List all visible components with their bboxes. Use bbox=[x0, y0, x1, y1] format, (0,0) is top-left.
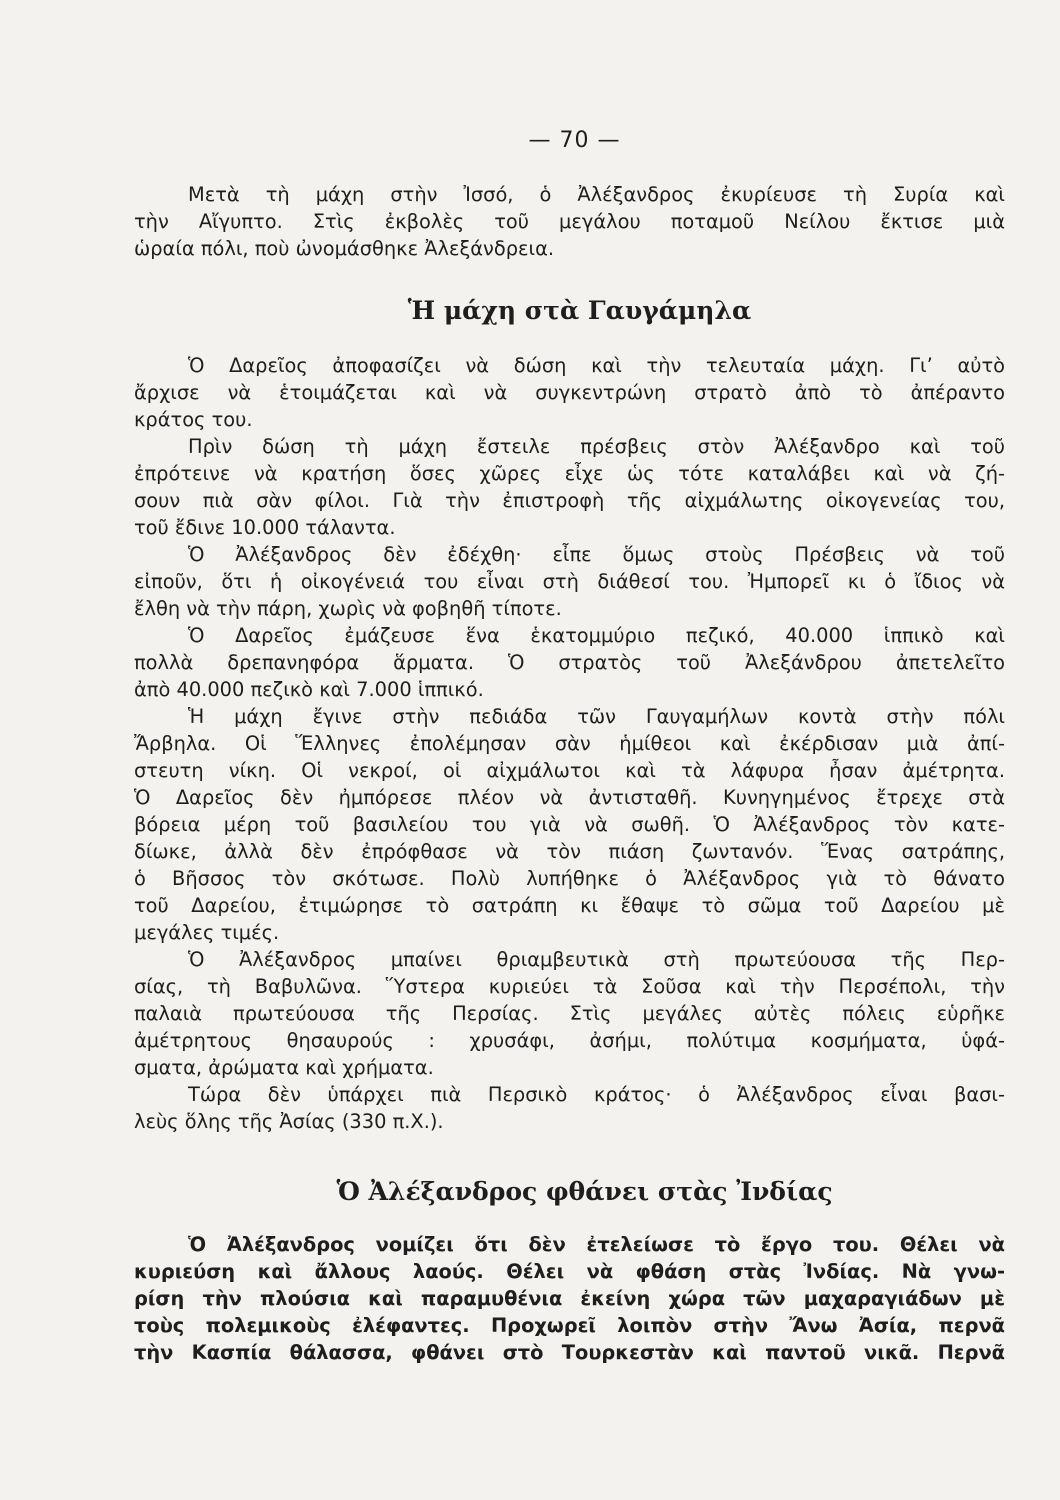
text-line: Ὁ Δαρεῖος ἐμάζευσε ἕνα ἑκατομμύριο πεζικό, 40.000 ἱππικὸ καὶ bbox=[188, 624, 1005, 647]
text-line: τὴν Κασπία θάλασσα, φθάνει στὸ Τουρκεστὰν καὶ παντοῦ νικᾶ. Περνᾶ bbox=[134, 1341, 1005, 1364]
section-heading-gaugamela: Ἡ μάχη στὰ Γαυγάμηλα bbox=[407, 296, 752, 325]
text-line: Ὁ Ἀλέξανδρος μπαίνει θριαμβευτικὰ στὴ πρωτεύουσα τῆς Περ- bbox=[188, 948, 1005, 971]
text-line: εἰποῦν, ὅτι ἡ οἰκογένειά του εἶναι στὴ διάθεσί του. Ἠμπορεῖ κι ὁ ἴδιος νὰ bbox=[134, 570, 1005, 593]
paragraph bbox=[134, 622, 1005, 703]
paragraph bbox=[134, 541, 1005, 622]
text-line: ρίση τὴν πλούσια καὶ παραμυθένια ἐκείνη χώρα τῶν μαχαραγιάδων μὲ bbox=[134, 1287, 1005, 1310]
text-line: μεγάλες τιμές. bbox=[134, 921, 280, 944]
text-line: παλαιὰ πρωτεύουσα τῆς Περσίας. Στὶς μεγάλες αὐτὲς πόλεις εὑρῆκε bbox=[134, 1002, 1005, 1025]
page-number: — 70 — bbox=[528, 128, 621, 153]
text-line: Ἡ μάχη ἔγινε στὴν πεδιάδα τῶν Γαυγαμήλων κοντὰ στὴν πόλι bbox=[188, 705, 1005, 728]
text-line: σουν πιὰ σὰν φίλοι. Γιὰ τὴν ἐπιστροφὴ τῆς αἰχμάλωτης οἰκογενείας του, bbox=[134, 489, 1005, 512]
text-line: κράτος του. bbox=[134, 408, 253, 431]
text-line: Ἄρβηλα. Οἱ Ἕλληνες ἐπολέμησαν σὰν ἡμίθεοι καὶ ἐκέρδισαν μιὰ ἀπί- bbox=[134, 732, 1005, 755]
text-line: ἀπὸ 40.000 πεζικὸ καὶ 7.000 ἱππικό. bbox=[134, 678, 484, 701]
paragraph bbox=[134, 1231, 1005, 1366]
text-line: σματα, ἀρώματα καὶ χρήματα. bbox=[134, 1056, 434, 1079]
text-line: λεὺς ὅλης τῆς Ἀσίας (330 π.Χ.). bbox=[134, 1110, 444, 1133]
text-line: πολλὰ δρεπανηφόρα ἅρματα. Ὁ στρατὸς τοῦ Ἀλεξάνδρου ἀπετελεῖτο bbox=[134, 651, 1005, 674]
text-line: ἀμέτρητους θησαυρούς : χρυσάφι, ἀσήμι, πολύτιμα κοσμήματα, ὑφά- bbox=[134, 1029, 1005, 1052]
section-gaugamela bbox=[134, 352, 1005, 1135]
text-line: βόρεια μέρη τοῦ βασιλείου του γιὰ νὰ σωθῆ. Ὁ Ἀλέξανδρος τὸν κατε- bbox=[134, 813, 1005, 836]
text-line: τὴν Αἴγυπτο. Στὶς ἐκβολὲς τοῦ μεγάλου ποταμοῦ Νείλου ἔκτισε μιὰ bbox=[134, 210, 1005, 233]
section-india bbox=[134, 1231, 1005, 1366]
paragraph bbox=[134, 1081, 1005, 1135]
text-line: Ὁ Ἀλέξανδρος νομίζει ὅτι δὲν ἐτελείωσε τὸ ἔργο του. Θέλει νὰ bbox=[188, 1233, 1005, 1256]
text-line: τοὺς πολεμικοὺς ἐλέφαντες. Προχωρεῖ λοιπὸν στὴν Ἄνω Ἀσία, περνᾶ bbox=[134, 1314, 1005, 1337]
section-intro bbox=[134, 181, 1005, 262]
section-heading-india: Ὁ Ἀλέξανδρος φθάνει στὰς Ἰνδίας bbox=[336, 1177, 833, 1206]
paragraph bbox=[134, 784, 1005, 946]
text-line: στευτη νίκη. Οἱ νεκροί, οἱ αἰχμάλωτοι καὶ τὰ λάφυρα ἦσαν ἀμέτρητα. bbox=[134, 759, 1005, 782]
text-line: κυριεύση καὶ ἄλλους λαούς. Θέλει νὰ φθάση στὰς Ἰνδίας. Νὰ γνω- bbox=[134, 1260, 1005, 1283]
text-line: ὁ Βῆσσος τὸν σκότωσε. Πολὺ λυπήθηκε ὁ Ἀλέξανδρος γιὰ τὸ θάνατο bbox=[134, 867, 1005, 890]
text-line: Μετὰ τὴ μάχη στὴν Ἰσσό, ὁ Ἀλέξανδρος ἐκυρίευσε τὴ Συρία καὶ bbox=[188, 183, 1005, 206]
text-line: Ὁ Ἀλέξανδρος δὲν ἐδέχθη· εἶπε ὅμως στοὺς Πρέσβεις νὰ τοῦ bbox=[188, 543, 1005, 566]
paragraph bbox=[134, 433, 1005, 541]
text-line: ἄρχισε νὰ ἑτοιμάζεται καὶ νὰ συγκεντρώνη στρατὸ ἀπὸ τὸ ἀπέραντο bbox=[134, 381, 1005, 404]
text-line: τοῦ Δαρείου, ἐτιμώρησε τὸ σατράπη κι ἔθαψε τὸ σῶμα τοῦ Δαρείου μὲ bbox=[134, 894, 1005, 917]
text-line: σίας, τὴ Βαβυλῶνα. Ὕστερα κυριεύει τὰ Σοῦσα καὶ τὴν Περσέπολι, τὴν bbox=[134, 975, 1005, 998]
text-line: Τώρα δὲν ὑπάρχει πιὰ Περσικὸ κράτος· ὁ Ἀλέξανδρος εἶναι βασι- bbox=[188, 1083, 1005, 1106]
paragraph bbox=[134, 946, 1005, 1081]
text-line: Ὁ Δαρεῖος δὲν ἠμπόρεσε πλέον νὰ ἀντισταθῆ. Κυνηγημένος ἔτρεχε στὰ bbox=[134, 786, 1005, 809]
text-line: Ὁ Δαρεῖος ἀποφασίζει νὰ δώση καὶ τὴν τελευταία μάχη. Γι’ αὐτὸ bbox=[188, 354, 1005, 377]
text-line: ἐπρότεινε νὰ κρατήση ὅσες χῶρες εἶχε ὡς τότε καταλάβει καὶ νὰ ζή- bbox=[134, 462, 1005, 485]
text-line: τοῦ ἔδινε 10.000 τάλαντα. bbox=[134, 516, 396, 539]
paragraph bbox=[134, 703, 1005, 784]
paragraph bbox=[134, 181, 1005, 262]
text-line: Πρὶν δώση τὴ μάχη ἔστειλε πρέσβεις στὸν Ἀλέξανδρο καὶ τοῦ bbox=[188, 435, 1005, 458]
paragraph bbox=[134, 352, 1005, 433]
text-line: ἔλθη νὰ τὴν πάρη, χωρὶς νὰ φοβηθῆ τίποτε. bbox=[134, 597, 562, 620]
text-line: ὡραία πόλι, ποὺ ὠνομάσθηκε Ἀλεξάνδρεια. bbox=[134, 237, 555, 260]
text-line: δίωκε, ἀλλὰ δὲν ἐπρόφθασε νὰ τὸν πιάση ζωντανόν. Ἕνας σατράπης, bbox=[134, 840, 1005, 863]
